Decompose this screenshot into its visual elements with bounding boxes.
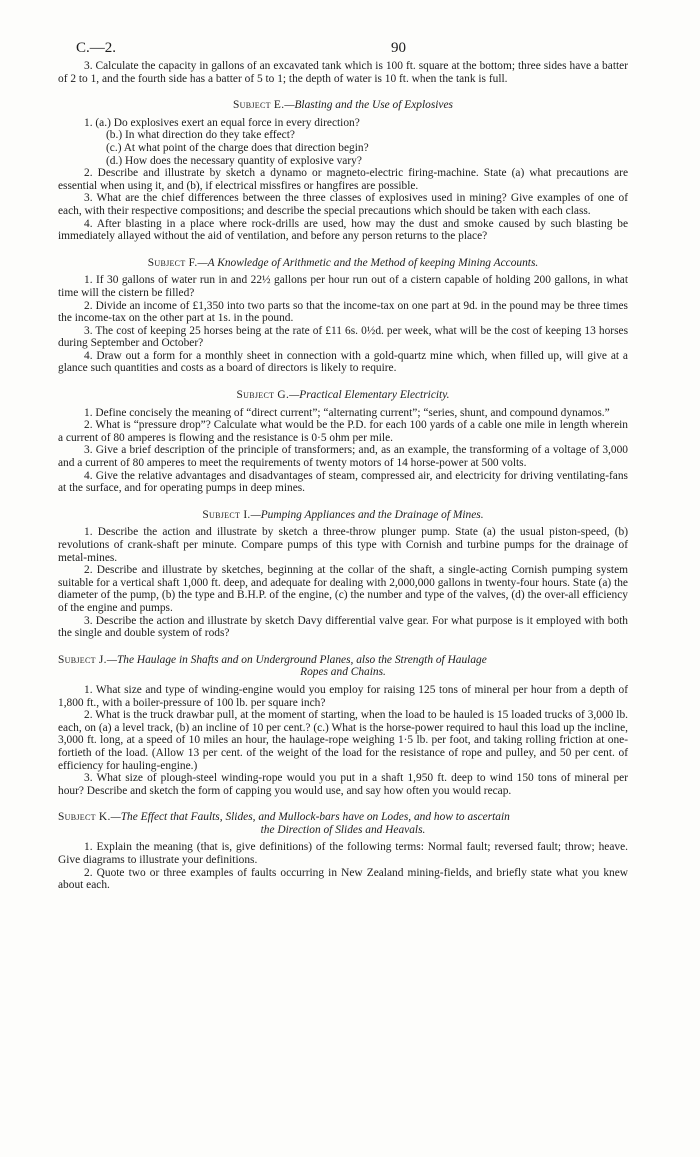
question-paragraph: 1. Describe the action and illustrate by sketch a three-throw plunger pump. State (a) the usual piston-speed, (b) revolutions of crank-shaft per minute. Compare pumps of this type with Cornish and turbine pumps for the drainage of metal-mines. <box>58 526 628 564</box>
question-paragraph: 4. Give the relative advantages and disadvantages of steam, compressed air, and electricity for driving ventilating-fans at the surface, and for operating pumps in deep mines. <box>58 469 628 495</box>
question-paragraph: 2. What is “pressure drop”? Calculate what would be the P.D. for each 100 yards of a cable one mile in length wherein a current of 80 amperes is flowing and the resistance is 0·5 ohm per mile. <box>58 419 628 444</box>
subject-heading: Subject K.—The Effect that Faults, Slides, and Mullock-bars have on Lodes, and how to ascertain the Direction of Slides and Heavals. <box>58 811 510 836</box>
question-paragraph: 3. Give a brief description of the principle of transformers; and, as an example, the transforming of a voltage of 3,000 and a current of 80 amperes to meet the requirements of twenty motors of 14 horse-power at 500 volts. <box>58 444 628 470</box>
question-paragraph: 1. If 30 gallons of water run in and 22½ gallons per hour run out of a cistern capable of holding 200 gallons, in what time will the cistern be filled? <box>58 274 628 299</box>
question-subitem: (d.) How does the necessary quantity of explosive vary? <box>106 154 362 167</box>
subject-section-k <box>58 811 628 892</box>
question-paragraph: 1. Define concisely the meaning of “direct current”; “alternating current”; “series, shunt, and compound dynamos.” <box>84 406 610 419</box>
subject-heading: Subject J.—The Haulage in Shafts and on Underground Planes, also the Strength of Haulage Ropes and Chains. <box>58 653 487 679</box>
subject-section-e <box>58 99 628 243</box>
question-paragraph: 4. Draw out a form for a monthly sheet in connection with a gold-quartz mine which, when filled up, will give at a glance such quantities and costs as a board of directors is likely to require. <box>58 349 628 375</box>
question-paragraph: 3. What size of plough-steel winding-rope would you put in a shaft 1,950 ft. deep to wind 150 tons of mineral per hour? Describe and sketch the form of capping you would use, and say how often you would recap. <box>58 772 628 797</box>
question-paragraph: 2. Divide an income of £1,350 into two parts so that the income-tax on one part at 9d. in the pound may be three times the income-tax on the other part at 1s. in the pound. <box>58 299 628 325</box>
question-paragraph: 3. The cost of keeping 25 horses being at the rate of £11 6s. 0½d. per week, what will be the cost of keeping 13 horses during September and October? <box>58 324 628 350</box>
subject-heading: Subject E.—Blasting and the Use of Explosives <box>233 99 453 112</box>
question-subitem: (b.) In what direction do they take effect? <box>106 129 295 142</box>
subject-section-g <box>58 389 628 495</box>
question-paragraph: 3. Describe the action and illustrate by sketch Davy differential valve gear. For what purpose is it employed with both the single and double system of rods? <box>58 614 628 640</box>
question-paragraph: 1. Explain the meaning (that is, give definitions) of the following terms: Normal fault; reversed fault; throw; heave. Give diagrams to illustrate your definitions. <box>58 841 628 867</box>
subject-heading: Subject G.—Practical Elementary Electricity. <box>236 389 450 402</box>
question-paragraph: 4. After blasting in a place where rock-drills are used, how may the dust and smoke caused by such blasting be immediately allayed without the aid of ventilation, and before any person returns to the place? <box>58 217 628 243</box>
page-number: 90 <box>391 40 406 56</box>
subject-section-f <box>58 257 628 375</box>
page-header <box>58 0 628 60</box>
question-paragraph: 2. What is the truck drawbar pull, at the moment of starting, when the load to be hauled is 15 loaded trucks of 3,000 lb. each, on (a) a level track, (b) an incline of 10 per cent.? (c.) What is the horse-power required to haul this load up the incline, 3,000 ft. long, at a speed of 10 miles an hour, the haulage-rope weighing 1·5 lb. per foot, and taking rolling friction at one-fortieth of the load. (Allow 13 per cent. of the weight of the load for the resistance of rope and pulley, and 50 per cent. of efficiency for hauling-engine.) <box>58 709 628 772</box>
page-body <box>58 60 628 892</box>
subject-heading: Subject I.—Pumping Appliances and the Drainage of Mines. <box>202 508 484 521</box>
question-subitem: (c.) At what point of the charge does that direction begin? <box>106 141 369 154</box>
question-paragraph: 1. What size and type of winding-engine would you employ for raising 125 tons of mineral per hour from a depth of 1,800 ft., with a boiler-pressure of 100 lb. per square inch? <box>58 683 628 709</box>
question-paragraph: 3. What are the chief differences between the three classes of explosives used in mining? Give examples of one of each, with their respective compositions; and describe the special precautions which should be taken with each class. <box>58 192 628 217</box>
question-paragraph: 3. Calculate the capacity in gallons of an excavated tank which is 100 ft. square at the bottom; three sides have a batter of 2 to 1, and the fourth side has a batter of 5 to 1; the depth of water is 10 ft. when the tank is full. <box>58 60 628 85</box>
subject-section-j <box>58 654 628 798</box>
document-reference: C.—2. <box>76 40 117 56</box>
question-paragraph: 1. (a.) Do explosives exert an equal force in every direction? <box>84 116 360 129</box>
subject-section-i <box>58 509 628 640</box>
question-paragraph: 2. Describe and illustrate by sketch a dynamo or magneto-electric firing-machine. State (a) what precautions are essential when using it, and (b), if electrical missfires or hangfires are possible. <box>58 167 628 192</box>
question-paragraph: 2. Quote two or three examples of faults occurring in New Zealand mining-fields, and briefly state what you knew about each. <box>58 866 628 892</box>
subject-heading: Subject F.—A Knowledge of Arithmetic and the Method of keeping Mining Accounts. <box>147 256 539 269</box>
question-paragraph: 2. Describe and illustrate by sketches, beginning at the collar of the shaft, a single-acting Cornish pumping system suitable for a vertical shaft 1,000 ft. deep, and adequate for dealing with 2,000,000 gallons in twenty-four hours. State (a) the diameter of the pump, (b) the type and B.H.P. of the engine, (c) the number and type of the valves, (d) the over-all efficiency of the engine and pumps. <box>58 564 628 614</box>
